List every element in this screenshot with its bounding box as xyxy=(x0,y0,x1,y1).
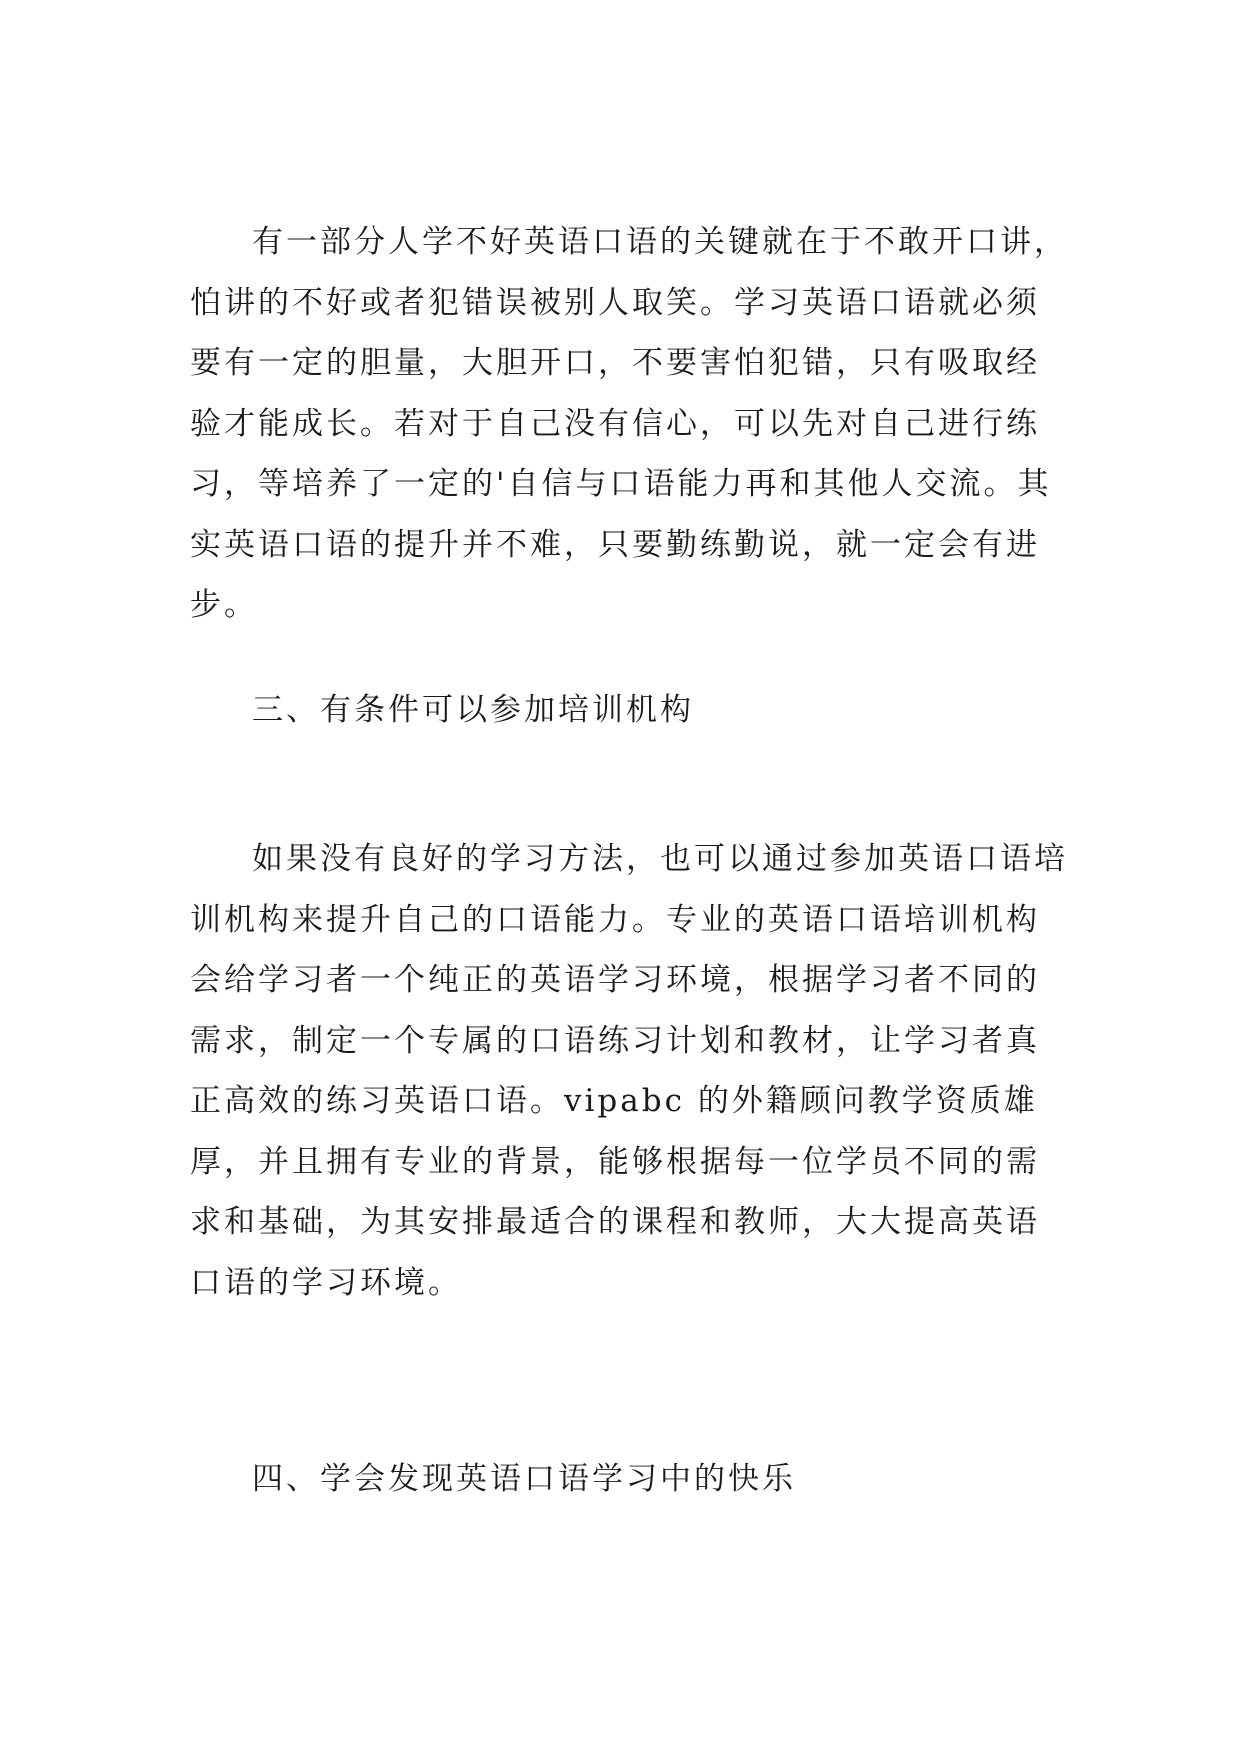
paragraph-training-institutions: 如果没有良好的学习方法，也可以通过参加英语口语培训机构来提升自己的口语能力。专业的英语口语培训机构会给学习者一个纯正的英语学习环境，根据学习者不同的需求，制定一个专属的口语练习计划和教材，让学习者真正高效的练习英语口语。vipabc 的外籍顾问教学资质雄厚，并且拥有专业的背景，能够根据每一位学员不同的需求和基础，为其安排最适合的课程和教师，大大提高英语口语的学习环境。 xyxy=(190,841,1068,1301)
section-heading-three: 三、有条件可以参加培训机构 xyxy=(252,692,694,728)
section-heading-four: 四、学会发现英语口语学习中的快乐 xyxy=(252,1461,796,1497)
paragraph-speaking-courage: 有一部分人学不好英语口语的关键就在于不敢开口讲，怕讲的不好或者犯错误被别人取笑。学习英语口语就必须要有一定的胆量，大胆开口，不要害怕犯错，只有吸取经验才能成长。若对于自己没有信心，可以先对自己进行练习，等培养了一定的'自信与口语能力再和其他人交流。其实英语口语的提升并不难，只要勤练勤说，就一定会有进步。 xyxy=(190,224,1068,623)
